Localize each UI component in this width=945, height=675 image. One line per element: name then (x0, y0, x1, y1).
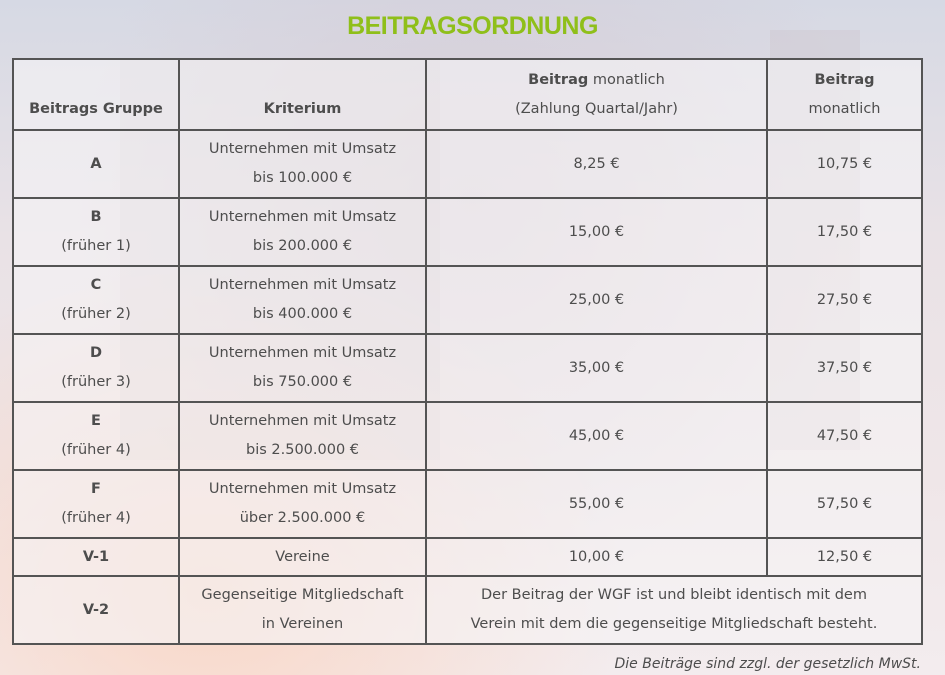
criterion-line-2: in Vereinen (261, 616, 344, 632)
fee-monthly-cell: 57,50 € (767, 470, 922, 538)
fee-note-line-2: Verein mit dem die gegenseitige Mitgliedschaft besteht. (470, 616, 878, 632)
group-cell (13, 198, 179, 266)
header-fee-monthly-sub: monatlich (808, 100, 881, 117)
table-row (13, 470, 922, 538)
fee-quarterly-cell: 35,00 € (426, 334, 767, 402)
group-letter: F (91, 481, 101, 497)
group-former: (früher 4) (61, 442, 131, 458)
group-letter: C (90, 277, 102, 293)
group-cell: V-2 (13, 576, 179, 644)
criterion-line-1: Unternehmen mit Umsatz (208, 481, 397, 497)
fee-monthly-cell: 37,50 € (767, 334, 922, 402)
fee-quarterly-cell: 15,00 € (426, 198, 767, 266)
group-former: (früher 1) (61, 238, 131, 254)
fee-monthly-cell: 10,75 € (767, 130, 922, 198)
criterion-cell (179, 470, 426, 538)
criterion-cell (179, 334, 426, 402)
table-header-row (13, 59, 922, 130)
group-cell (13, 402, 179, 470)
fee-monthly-cell: 12,50 € (767, 538, 922, 576)
fee-monthly-cell: 27,50 € (767, 266, 922, 334)
group-former: (früher 4) (61, 510, 131, 526)
header-fee-quarterly (426, 59, 767, 130)
header-fee-quarterly-sub: (Zahlung Quartal/Jahr) (515, 100, 678, 117)
table-row (13, 130, 922, 198)
table-row (13, 334, 922, 402)
group-former: (früher 2) (61, 306, 131, 322)
criterion-line-1: Unternehmen mit Umsatz (208, 413, 397, 429)
criterion-line-1: Unternehmen mit Umsatz (208, 141, 397, 157)
criterion-line-2: bis 750.000 € (252, 374, 353, 390)
table-row (13, 576, 922, 644)
header-fee-quarterly-rest: monatlich (588, 71, 665, 88)
group-cell: A (13, 130, 179, 198)
header-fee-monthly-bold: Beitrag (814, 71, 875, 88)
fee-monthly-cell: 47,50 € (767, 402, 922, 470)
fee-note-line-1: Der Beitrag der WGF ist und bleibt identisch mit dem (481, 587, 867, 603)
criterion-line-2: über 2.500.000 € (239, 510, 366, 526)
group-cell (13, 266, 179, 334)
table-row (13, 198, 922, 266)
criterion-line-2: bis 100.000 € (252, 170, 353, 186)
group-cell (13, 334, 179, 402)
table-row (13, 538, 922, 576)
criterion-line-2: bis 400.000 € (252, 306, 353, 322)
header-fee-monthly (767, 59, 922, 130)
header-criterion: Kriterium (179, 59, 426, 130)
criterion-line-2: bis 200.000 € (252, 238, 353, 254)
fee-quarterly-cell: 10,00 € (426, 538, 767, 576)
group-cell: V-1 (13, 538, 179, 576)
group-former: (früher 3) (61, 374, 131, 390)
group-letter: D (89, 345, 103, 361)
criterion-line-1: Unternehmen mit Umsatz (208, 277, 397, 293)
criterion-line-1: Unternehmen mit Umsatz (208, 345, 397, 361)
fee-table (12, 58, 923, 645)
header-fee-quarterly-bold: Beitrag (528, 71, 589, 88)
criterion-cell (179, 130, 426, 198)
table-row (13, 266, 922, 334)
criterion-line-1: Gegenseitige Mitgliedschaft (201, 587, 404, 603)
criterion-cell (179, 402, 426, 470)
group-cell (13, 470, 179, 538)
criterion-line-2: bis 2.500.000 € (245, 442, 360, 458)
group-letter: E (91, 413, 101, 429)
fee-quarterly-cell: 8,25 € (426, 130, 767, 198)
page-title: BEITRAGSORDNUNG (347, 12, 598, 40)
criterion-line-1: Unternehmen mit Umsatz (208, 209, 397, 225)
criterion-cell (179, 576, 426, 644)
group-letter: B (90, 209, 102, 225)
criterion-cell (179, 266, 426, 334)
footnote: Die Beiträge sind zzgl. der gesetzlich MwSt. (614, 656, 921, 672)
table-row (13, 402, 922, 470)
fee-note-cell (426, 576, 922, 644)
criterion-cell: Vereine (179, 538, 426, 576)
fee-quarterly-cell: 45,00 € (426, 402, 767, 470)
header-group: Beitrags Gruppe (13, 59, 179, 130)
fee-quarterly-cell: 55,00 € (426, 470, 767, 538)
fee-quarterly-cell: 25,00 € (426, 266, 767, 334)
fee-monthly-cell: 17,50 € (767, 198, 922, 266)
criterion-cell (179, 198, 426, 266)
